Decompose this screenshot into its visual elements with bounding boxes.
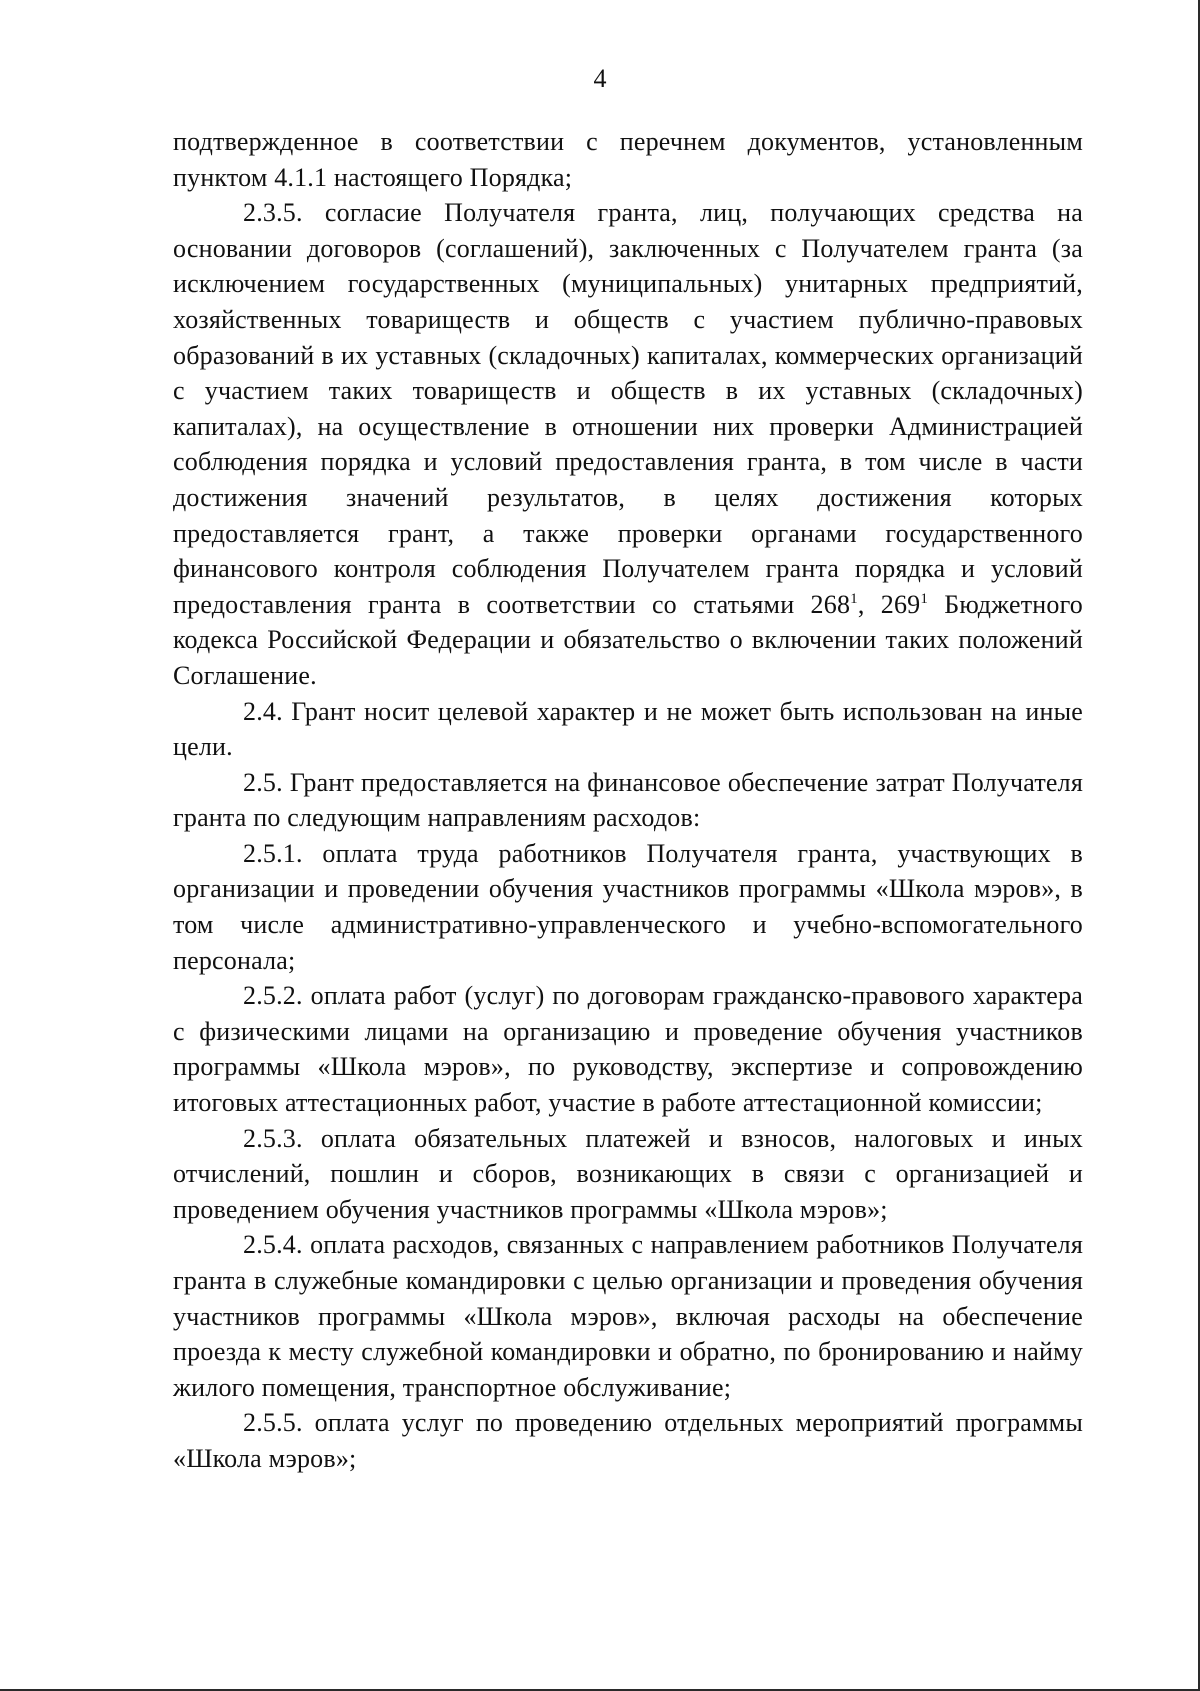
paragraph-2-3-5-tail: Бюджетного кодекса Российской Федерации и обязательство о включении таких положений Соглашение. xyxy=(173,589,1083,690)
paragraph-2-5-2: 2.5.2. оплата работ (услуг) по договорам гражданско-правового характера с физическими лицами на организацию и проведение обучения участников программы «Школа мэров», по руководству, экспертизе и сопровождению итоговых аттестационных работ, участие в работе аттестационной комиссии; xyxy=(173,981,1083,1118)
paragraph-2-5-5: 2.5.5. оплата услуг по проведению отдельных мероприятий программы «Школа мэров»; xyxy=(173,1408,1083,1473)
superscript: 1 xyxy=(920,590,929,607)
page-number: 4 xyxy=(593,64,607,93)
superscript: 1 xyxy=(850,590,858,607)
paragraph-2-3-5-mid: , 269 xyxy=(857,589,921,619)
paragraph-2-5-4: 2.5.4. оплата расходов, связанных с направлением работников Получателя гранта в служебные командировки с целью организации и проведения обучения участников программы «Школа мэров», включая расходы на обеспечение проезда к месту служебной командировки и обратно, по бронированию и найму жилого помещения, транспортное обслуживание; xyxy=(173,1230,1083,1402)
paragraph-2-4: 2.4. Грант носит целевой характер и не может быть использован на иные цели. xyxy=(173,696,1083,762)
paragraph-2-5-3: 2.5.3. оплата обязательных платежей и взносов, налоговых и иных отчислений, пошлин и сборов, возникающих в связи с организацией и проведением обучения участников программы «Школа мэров»; xyxy=(173,1123,1083,1224)
paragraph-2-5: 2.5. Грант предоставляется на финансовое обеспечение затрат Получателя гранта по следующим направлениям расходов: xyxy=(173,767,1083,833)
paragraph-continuation: подтвержденное в соответствии с перечнем документов, установленным пунктом 4.1.1 настоящего Порядка; xyxy=(173,127,1083,192)
paragraph-2-5-1: 2.5.1. оплата труда работников Получателя гранта, участвующих в организации и проведении обучения участников программы «Школа мэров», в том числе административно-управленческого и учебно-вспомогательного персонала; xyxy=(173,838,1083,975)
paragraph-2-3-5-text: 2.3.5. согласие Получателя гранта, лиц, получающих средства на основании договоров (соглашений), заключенных с Получателем гранта (за исключением государственных (муниципальных) унитарных предприятий, хозяйственных товариществ и обществ с участием публично-правовых образований в их уставных (складочных) капиталах, коммерческих организаций с участием таких товариществ и обществ в их уставных (складочных) капиталах), на осуществление в отношении них проверки Администрацией соблюдения порядка и условий предоставления гранта, в том числе в части достижения значений результатов, в целях достижения которых предоставляется грант, а также проверки органами государственного финансового контроля соблюдения Получателем гранта порядка и условий предоставления гранта в соответствии со статьями 268 xyxy=(173,198,1083,619)
paragraph-2-3-5 xyxy=(173,195,1083,693)
document-body xyxy=(173,124,1083,1477)
